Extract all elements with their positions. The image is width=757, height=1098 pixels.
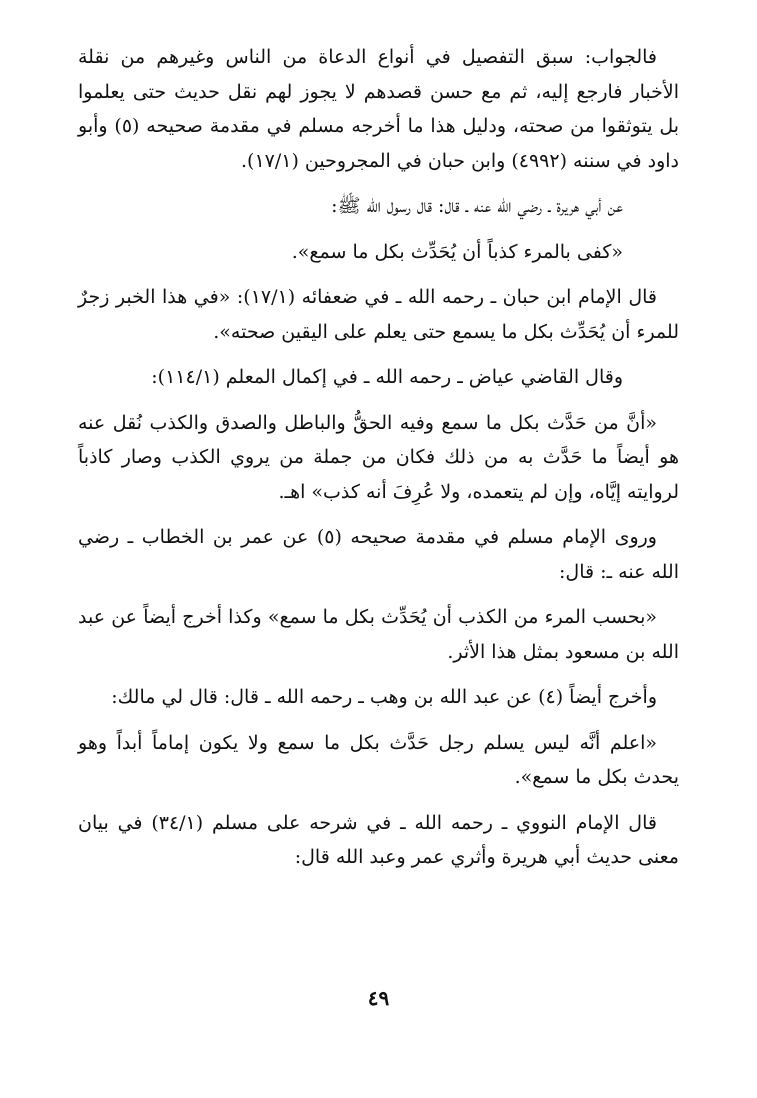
muslim-umar-paragraph: وروى الإمام مسلم في مقدمة صحيحه (٥) عن عمر بن الخطاب ـ رضي الله عنه ـ: قال:: [78, 526, 679, 583]
qadi-iyad-quote: «أنَّ من حَدَّث بكل ما سمع وفيه الحقُّ والباطل والصدق والكذب نُقل عنه هو أيضاً ما حَدَّث به من ذلك فكان من جملة من يروي الكذب وصار كاذباً لروايته إيَّاه، وإن لم يتعمده، ولا عُرِفَ أنه كذب» اهـ.: [78, 411, 679, 503]
answer-paragraph: فالجواب: سبق التفصيل في أنواع الدعاة من الناس وغيرهم من نقلة الأخبار فارجع إليه، ثم مع حسن قصدهم لا يجوز لهم نقل حديث حتى يعلموا بل يتوثقوا من صحته، ودليل هذا ما أخرجه مسلم في مقدمة صحيحه (٥) وأبو داود في سننه (٤٩٩٢) وابن حبان في المجروحين (١٧/١).: [78, 46, 679, 172]
umar-quote-paragraph: «بحسب المرء من الكذب أن يُحَدِّث بكل ما سمع» وكذا أخرج أيضاً عن عبد الله بن مسعود بمثل هذا الأثر.: [78, 606, 679, 663]
nawawi-paragraph: قال الإمام النووي ـ رحمه الله ـ في شرحه على مسلم (٣٤/١) في بيان معنى حديث أبي هريرة وأثري عمر وعبد الله قال:: [78, 811, 679, 868]
malik-quote-paragraph: «اعلم أنَّه ليس يسلم رجل حَدَّث بكل ما سمع ولا يكون إماماً أبداً وهو يحدث بكل ما سمع».: [78, 731, 679, 788]
qadi-iyad-intro: وقال القاضي عياض ـ رحمه الله ـ في إكمال المعلم (١١٤/١):: [151, 366, 623, 388]
page-body: [78, 40, 679, 886]
page-number: ٤٩: [367, 986, 390, 1010]
hadith-text-quote: «كفى بالمرء كذباً أن يُحَدِّث بكل ما سمع».: [291, 240, 623, 263]
ibn-hibban-paragraph: قال الإمام ابن حبان ـ رحمه الله ـ في ضعفائه (١٧/١): «في هذا الخبر زجرٌ للمرء أن يُحَدِّث بكل ما يسمع حتى يعلم على اليقين صحته».: [78, 286, 679, 343]
ibn-wahb-paragraph: وأخرج أيضاً (٤) عن عبد الله بن وهب ـ رحمه الله ـ قال: قال لي مالك:: [111, 686, 657, 708]
hadith-chain-abu-hurayra: عن أبي هريرة ـ رضي الله عنه ـ قال: قال رسول الله ﷺ:: [331, 195, 623, 217]
